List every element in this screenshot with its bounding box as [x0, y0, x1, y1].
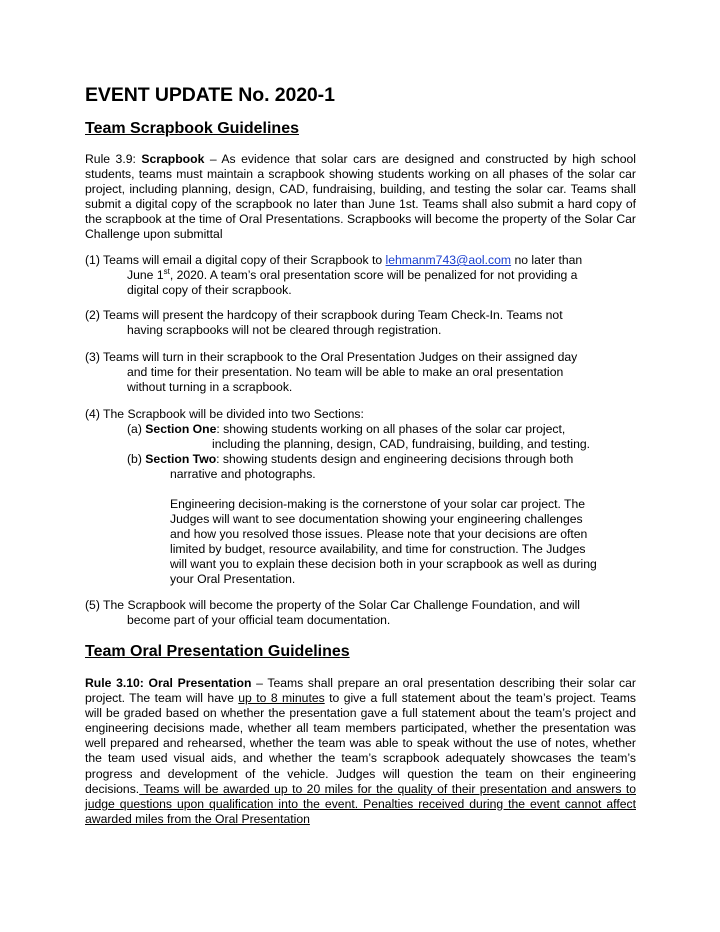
page-title: EVENT UPDATE No. 2020-1: [85, 84, 335, 106]
oral-presentation-heading: Team Oral Presentation Guidelines: [85, 643, 350, 660]
email-link[interactable]: lehmanm743@aol.com: [385, 253, 512, 267]
section-one-line: (a) Section One: showing students working on all phases of the solar car project,: [127, 422, 566, 436]
rule-3-9-name: Scrapbook: [141, 152, 205, 166]
scrapbook-item-3: (3) Teams will turn in their scrapbook to the Oral Presentation Judges on their assigned day and time for their presentation. No team will be able to make an oral presentation without turning in a scrapbook.: [85, 350, 578, 395]
scrapbook-item-1: (1) Teams will email a digital copy of their Scrapbook to lehmanm743@aol.com no later than June 1st, 2020. A team’s oral presentation score will be penalized for not providing a digital copy of their scrapbook.: [85, 253, 583, 298]
scrapbook-heading: Team Scrapbook Guidelines: [85, 120, 299, 137]
section-two-line: (b) Section Two: showing students design and engineering decisions through both: [127, 452, 574, 466]
scrapbook-item-2: (2) Teams will present the hardcopy of their scrapbook during Team Check-In. Teams not having scrapbooks will not be cleared through registration.: [85, 308, 563, 338]
rule-3-10-name: Rule 3.10: Oral Presentation: [85, 676, 252, 690]
engineering-paragraph: Engineering decision-making is the cornerstone of your solar car project. The Judges will want to see documentation showing your engineering challenges and how you resolved those issues. Please note that your decisions are often limited by budget, resource availability, and time for construction. The Judges will want you to explain these decision both in your scrapbook as well as during your Oral Presentation.: [170, 497, 597, 587]
section-two-continuation: narrative and photographs.: [170, 467, 316, 481]
section-one-continuation: including the planning, design, CAD, fundraising, building, and testing.: [212, 437, 591, 451]
scrapbook-item-4: (4) The Scrapbook will be divided into two Sections:: [85, 407, 364, 421]
rule-3-10-paragraph: Rule 3.10: Oral Presentation – Teams shall prepare an oral presentation describing their solar car project. The team will have up to 8 minutes to give a full statement about the team’s project. Teams will be graded based on whether the presentation gave a full statement about the team’s project and engineering decisions made, whether all team members participated, whether the presentation was well prepared and rehearsed, whether the team was able to speak without the use of notes, whether the team used visual aids, and whether the team’s scrapbook adequately showcases the team’s progress and development of the vehicle. Judges will question the team on their engineering decisions. Teams will be awarded up to 20 miles for the quality of their presentation and answers to judge questions upon qualification into the event. Penalties received during the event cannot affect awarded miles from the Oral Presentation: [85, 676, 637, 826]
rule-3-9-paragraph: Rule 3.9: Scrapbook – As evidence that solar cars are designed and constructed by high school students, teams must maintain a scrapbook showing students working on all phases of the solar car project, including planning, design, CAD, fundraising, building, and testing the solar car. Teams shall submit a digital copy of the scrapbook no later than June 1st. Teams shall also submit a hard copy of the scrapbook at the time of Oral Presentations. Scrapbooks will become the property of the Solar Car Challenge upon submittal: [85, 152, 637, 242]
scrapbook-item-5: (5) The Scrapbook will become the property of the Solar Car Challenge Foundation, and will become part of your official team documentation.: [85, 598, 580, 628]
